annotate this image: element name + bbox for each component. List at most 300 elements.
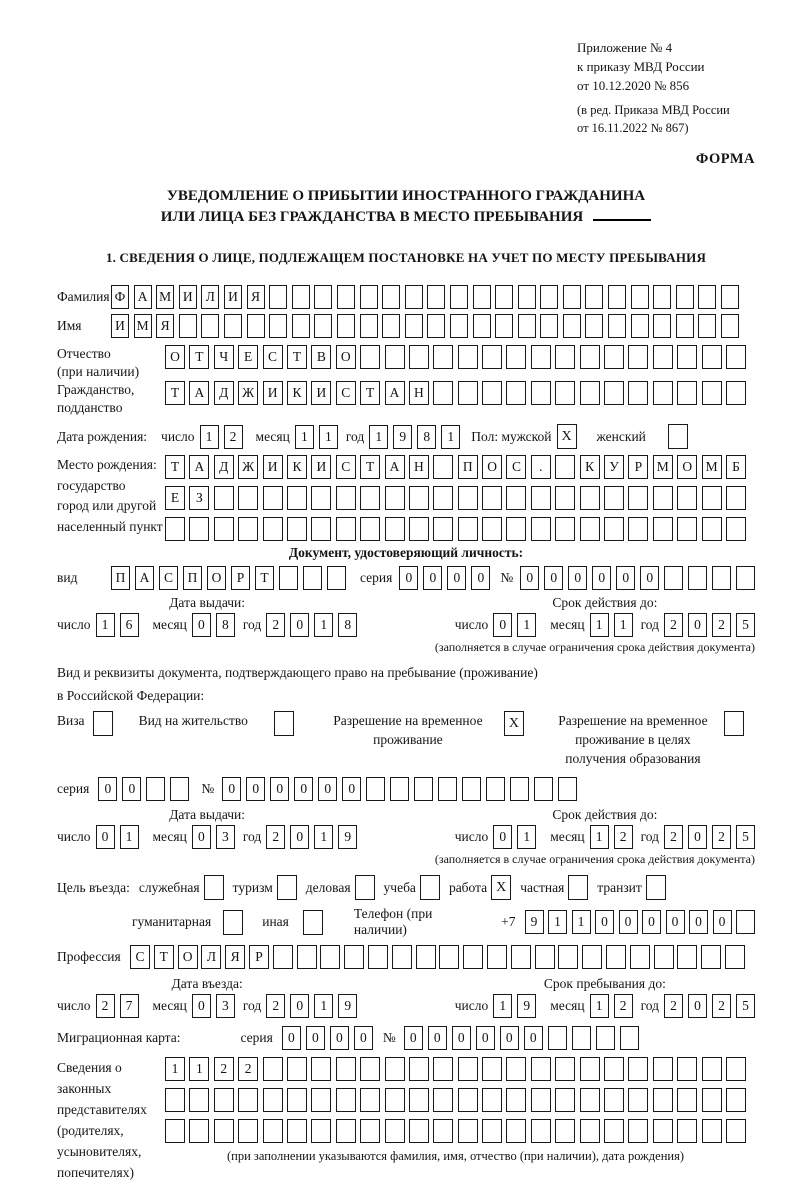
char-cell[interactable]: 1: [572, 910, 591, 934]
char-cell[interactable]: [653, 1088, 673, 1112]
char-cell[interactable]: [337, 314, 355, 338]
char-cell[interactable]: 1: [189, 1057, 209, 1081]
purpose-checkbox[interactable]: [646, 875, 666, 900]
char-cell[interactable]: [676, 314, 694, 338]
char-cell[interactable]: О: [165, 345, 185, 369]
char-cell[interactable]: 0: [592, 566, 611, 590]
char-cell[interactable]: О: [482, 455, 502, 479]
char-cell[interactable]: [555, 455, 575, 479]
char-cell[interactable]: 2: [664, 613, 683, 637]
char-cell[interactable]: 0: [688, 825, 707, 849]
char-cell[interactable]: [458, 1088, 478, 1112]
char-cell[interactable]: 0: [246, 777, 265, 801]
char-cell[interactable]: П: [111, 566, 130, 590]
char-cell[interactable]: 1: [120, 825, 139, 849]
char-cell[interactable]: [263, 1088, 283, 1112]
char-cell[interactable]: [482, 1119, 502, 1143]
char-cell[interactable]: [366, 777, 385, 801]
char-cell[interactable]: 1: [517, 613, 536, 637]
char-cell[interactable]: [405, 314, 423, 338]
char-cell[interactable]: [555, 1088, 575, 1112]
char-cell[interactable]: 0: [500, 1026, 519, 1050]
char-cell[interactable]: 0: [282, 1026, 301, 1050]
char-cell[interactable]: [385, 1119, 405, 1143]
char-cell[interactable]: [263, 486, 283, 510]
char-cell[interactable]: И: [311, 381, 331, 405]
char-cell[interactable]: [604, 1119, 624, 1143]
char-cell[interactable]: 2: [214, 1057, 234, 1081]
char-cell[interactable]: [458, 1119, 478, 1143]
char-cell[interactable]: [653, 1119, 673, 1143]
char-cell[interactable]: [604, 1057, 624, 1081]
char-cell[interactable]: [580, 1088, 600, 1112]
char-cell[interactable]: [450, 285, 468, 309]
char-cell[interactable]: [653, 517, 673, 541]
char-cell[interactable]: 1: [96, 613, 115, 637]
char-cell[interactable]: [506, 517, 526, 541]
char-cell[interactable]: [433, 1088, 453, 1112]
char-cell[interactable]: [726, 486, 746, 510]
char-cell[interactable]: [628, 486, 648, 510]
char-cell[interactable]: Л: [201, 285, 219, 309]
char-cell[interactable]: Я: [225, 945, 245, 969]
char-cell[interactable]: [534, 777, 553, 801]
char-cell[interactable]: [653, 285, 671, 309]
char-cell[interactable]: [360, 345, 380, 369]
char-cell[interactable]: [726, 1088, 746, 1112]
char-cell[interactable]: [292, 314, 310, 338]
char-cell[interactable]: [487, 945, 507, 969]
char-cell[interactable]: 1: [590, 613, 609, 637]
char-cell[interactable]: [165, 1088, 185, 1112]
char-cell[interactable]: [238, 486, 258, 510]
char-cell[interactable]: [702, 1057, 722, 1081]
char-cell[interactable]: [433, 455, 453, 479]
char-cell[interactable]: [486, 777, 505, 801]
char-cell[interactable]: [677, 945, 697, 969]
char-cell[interactable]: [555, 486, 575, 510]
char-cell[interactable]: [531, 486, 551, 510]
char-cell[interactable]: У: [604, 455, 624, 479]
char-cell[interactable]: [506, 486, 526, 510]
char-cell[interactable]: 8: [338, 613, 357, 637]
char-cell[interactable]: [580, 486, 600, 510]
char-cell[interactable]: 2: [664, 994, 683, 1018]
char-cell[interactable]: 0: [342, 777, 361, 801]
char-cell[interactable]: 0: [122, 777, 141, 801]
char-cell[interactable]: 2: [266, 994, 285, 1018]
char-cell[interactable]: [580, 517, 600, 541]
char-cell[interactable]: [628, 381, 648, 405]
char-cell[interactable]: [405, 285, 423, 309]
char-cell[interactable]: [287, 1088, 307, 1112]
char-cell[interactable]: 0: [666, 910, 685, 934]
char-cell[interactable]: 0: [493, 825, 512, 849]
char-cell[interactable]: [392, 945, 412, 969]
char-cell[interactable]: 0: [222, 777, 241, 801]
char-cell[interactable]: А: [134, 285, 152, 309]
char-cell[interactable]: [287, 486, 307, 510]
char-cell[interactable]: [482, 486, 502, 510]
char-cell[interactable]: 0: [568, 566, 587, 590]
char-cell[interactable]: Р: [249, 945, 269, 969]
char-cell[interactable]: [631, 285, 649, 309]
char-cell[interactable]: [726, 1057, 746, 1081]
char-cell[interactable]: [238, 517, 258, 541]
char-cell[interactable]: [170, 777, 189, 801]
char-cell[interactable]: [390, 777, 409, 801]
char-cell[interactable]: А: [385, 455, 405, 479]
char-cell[interactable]: П: [458, 455, 478, 479]
char-cell[interactable]: [555, 1057, 575, 1081]
char-cell[interactable]: [336, 1057, 356, 1081]
char-cell[interactable]: Т: [165, 455, 185, 479]
char-cell[interactable]: [344, 945, 364, 969]
male-checkbox[interactable]: X: [557, 424, 577, 449]
char-cell[interactable]: С: [336, 381, 356, 405]
visa-checkbox[interactable]: [93, 711, 113, 736]
char-cell[interactable]: [608, 285, 626, 309]
char-cell[interactable]: 1: [590, 994, 609, 1018]
char-cell[interactable]: [535, 945, 555, 969]
char-cell[interactable]: [736, 566, 755, 590]
char-cell[interactable]: [214, 486, 234, 510]
char-cell[interactable]: [458, 1057, 478, 1081]
char-cell[interactable]: [473, 314, 491, 338]
char-cell[interactable]: [179, 314, 197, 338]
char-cell[interactable]: [462, 777, 481, 801]
char-cell[interactable]: [189, 1088, 209, 1112]
char-cell[interactable]: А: [135, 566, 154, 590]
char-cell[interactable]: [676, 285, 694, 309]
char-cell[interactable]: [385, 517, 405, 541]
char-cell[interactable]: [314, 314, 332, 338]
char-cell[interactable]: 2: [614, 825, 633, 849]
char-cell[interactable]: О: [336, 345, 356, 369]
char-cell[interactable]: 0: [404, 1026, 423, 1050]
char-cell[interactable]: [311, 517, 331, 541]
char-cell[interactable]: 0: [290, 613, 309, 637]
char-cell[interactable]: [531, 345, 551, 369]
char-cell[interactable]: 9: [338, 825, 357, 849]
char-cell[interactable]: 2: [712, 613, 731, 637]
char-cell[interactable]: [506, 1088, 526, 1112]
char-cell[interactable]: [548, 1026, 567, 1050]
char-cell[interactable]: 9: [393, 425, 412, 449]
char-cell[interactable]: [677, 345, 697, 369]
char-cell[interactable]: Д: [214, 381, 234, 405]
char-cell[interactable]: [311, 1119, 331, 1143]
char-cell[interactable]: 0: [689, 910, 708, 934]
char-cell[interactable]: [409, 1057, 429, 1081]
char-cell[interactable]: В: [311, 345, 331, 369]
char-cell[interactable]: С: [263, 345, 283, 369]
char-cell[interactable]: А: [385, 381, 405, 405]
char-cell[interactable]: [482, 517, 502, 541]
char-cell[interactable]: [736, 910, 755, 934]
char-cell[interactable]: [677, 1119, 697, 1143]
char-cell[interactable]: [311, 486, 331, 510]
char-cell[interactable]: [698, 285, 716, 309]
purpose-checkbox[interactable]: [277, 875, 297, 900]
char-cell[interactable]: 0: [98, 777, 117, 801]
char-cell[interactable]: З: [189, 486, 209, 510]
char-cell[interactable]: [702, 486, 722, 510]
char-cell[interactable]: Т: [154, 945, 174, 969]
char-cell[interactable]: 9: [525, 910, 544, 934]
char-cell[interactable]: 0: [471, 566, 490, 590]
char-cell[interactable]: [409, 345, 429, 369]
char-cell[interactable]: [721, 314, 739, 338]
char-cell[interactable]: [433, 1057, 453, 1081]
char-cell[interactable]: [360, 285, 378, 309]
char-cell[interactable]: [165, 517, 185, 541]
char-cell[interactable]: 1: [314, 825, 333, 849]
temp-residence-checkbox[interactable]: X: [504, 711, 524, 736]
char-cell[interactable]: [433, 517, 453, 541]
char-cell[interactable]: Ф: [111, 285, 129, 309]
char-cell[interactable]: [572, 1026, 591, 1050]
char-cell[interactable]: [506, 1119, 526, 1143]
purpose-checkbox[interactable]: X: [491, 875, 511, 900]
char-cell[interactable]: [518, 314, 536, 338]
char-cell[interactable]: [726, 517, 746, 541]
char-cell[interactable]: Е: [165, 486, 185, 510]
char-cell[interactable]: Б: [726, 455, 746, 479]
char-cell[interactable]: [555, 1119, 575, 1143]
purpose-checkbox[interactable]: [568, 875, 588, 900]
char-cell[interactable]: Ч: [214, 345, 234, 369]
char-cell[interactable]: Р: [628, 455, 648, 479]
char-cell[interactable]: [189, 517, 209, 541]
char-cell[interactable]: 0: [399, 566, 418, 590]
char-cell[interactable]: [712, 566, 731, 590]
char-cell[interactable]: [630, 945, 650, 969]
char-cell[interactable]: О: [178, 945, 198, 969]
char-cell[interactable]: [382, 285, 400, 309]
char-cell[interactable]: [360, 1057, 380, 1081]
char-cell[interactable]: [314, 285, 332, 309]
char-cell[interactable]: [702, 1088, 722, 1112]
char-cell[interactable]: 1: [314, 994, 333, 1018]
char-cell[interactable]: [360, 1088, 380, 1112]
char-cell[interactable]: [631, 314, 649, 338]
char-cell[interactable]: [604, 345, 624, 369]
char-cell[interactable]: 0: [640, 566, 659, 590]
char-cell[interactable]: [409, 517, 429, 541]
char-cell[interactable]: [725, 945, 745, 969]
char-cell[interactable]: [224, 314, 242, 338]
char-cell[interactable]: [620, 1026, 639, 1050]
purpose-checkbox[interactable]: [303, 910, 323, 935]
char-cell[interactable]: [287, 1057, 307, 1081]
char-cell[interactable]: [238, 1119, 258, 1143]
char-cell[interactable]: [510, 777, 529, 801]
char-cell[interactable]: 1: [319, 425, 338, 449]
char-cell[interactable]: 0: [447, 566, 466, 590]
char-cell[interactable]: [311, 1088, 331, 1112]
char-cell[interactable]: [439, 945, 459, 969]
char-cell[interactable]: 0: [688, 613, 707, 637]
char-cell[interactable]: [263, 1119, 283, 1143]
char-cell[interactable]: 0: [423, 566, 442, 590]
char-cell[interactable]: [664, 566, 683, 590]
char-cell[interactable]: [385, 1057, 405, 1081]
char-cell[interactable]: [726, 1119, 746, 1143]
char-cell[interactable]: [582, 945, 602, 969]
char-cell[interactable]: [604, 486, 624, 510]
char-cell[interactable]: С: [159, 566, 178, 590]
char-cell[interactable]: [433, 486, 453, 510]
char-cell[interactable]: .: [531, 455, 551, 479]
char-cell[interactable]: [555, 345, 575, 369]
char-cell[interactable]: Т: [189, 345, 209, 369]
char-cell[interactable]: [654, 945, 674, 969]
char-cell[interactable]: 5: [736, 825, 755, 849]
char-cell[interactable]: [677, 486, 697, 510]
char-cell[interactable]: 0: [642, 910, 661, 934]
char-cell[interactable]: [628, 1119, 648, 1143]
char-cell[interactable]: 6: [120, 613, 139, 637]
char-cell[interactable]: 1: [200, 425, 219, 449]
char-cell[interactable]: 9: [517, 994, 536, 1018]
char-cell[interactable]: 8: [216, 613, 235, 637]
char-cell[interactable]: [327, 566, 346, 590]
char-cell[interactable]: 2: [614, 994, 633, 1018]
char-cell[interactable]: [336, 1119, 356, 1143]
char-cell[interactable]: Т: [360, 381, 380, 405]
char-cell[interactable]: Р: [231, 566, 250, 590]
char-cell[interactable]: [688, 566, 707, 590]
char-cell[interactable]: 0: [330, 1026, 349, 1050]
char-cell[interactable]: [433, 1119, 453, 1143]
char-cell[interactable]: [433, 381, 453, 405]
char-cell[interactable]: А: [189, 381, 209, 405]
char-cell[interactable]: 2: [712, 825, 731, 849]
char-cell[interactable]: Е: [238, 345, 258, 369]
char-cell[interactable]: М: [156, 285, 174, 309]
char-cell[interactable]: [473, 285, 491, 309]
purpose-checkbox[interactable]: [420, 875, 440, 900]
char-cell[interactable]: 2: [664, 825, 683, 849]
char-cell[interactable]: 0: [520, 566, 539, 590]
char-cell[interactable]: И: [311, 455, 331, 479]
char-cell[interactable]: 2: [96, 994, 115, 1018]
char-cell[interactable]: Т: [360, 455, 380, 479]
char-cell[interactable]: [273, 945, 293, 969]
char-cell[interactable]: [463, 945, 483, 969]
char-cell[interactable]: 9: [338, 994, 357, 1018]
char-cell[interactable]: [606, 945, 626, 969]
char-cell[interactable]: Т: [255, 566, 274, 590]
purpose-checkbox[interactable]: [355, 875, 375, 900]
char-cell[interactable]: [385, 1088, 405, 1112]
char-cell[interactable]: 3: [216, 994, 235, 1018]
char-cell[interactable]: [653, 314, 671, 338]
residence-permit-checkbox[interactable]: [274, 711, 294, 736]
char-cell[interactable]: [677, 1088, 697, 1112]
char-cell[interactable]: [726, 345, 746, 369]
char-cell[interactable]: [531, 1057, 551, 1081]
char-cell[interactable]: [458, 381, 478, 405]
char-cell[interactable]: А: [189, 455, 209, 479]
char-cell[interactable]: [269, 285, 287, 309]
char-cell[interactable]: 0: [192, 613, 211, 637]
char-cell[interactable]: [495, 314, 513, 338]
char-cell[interactable]: [531, 1119, 551, 1143]
char-cell[interactable]: 1: [165, 1057, 185, 1081]
char-cell[interactable]: [146, 777, 165, 801]
char-cell[interactable]: 2: [224, 425, 243, 449]
purpose-checkbox[interactable]: [204, 875, 224, 900]
char-cell[interactable]: 0: [616, 566, 635, 590]
char-cell[interactable]: И: [111, 314, 129, 338]
char-cell[interactable]: [604, 381, 624, 405]
char-cell[interactable]: 0: [595, 910, 614, 934]
char-cell[interactable]: 1: [548, 910, 567, 934]
char-cell[interactable]: [608, 314, 626, 338]
char-cell[interactable]: Л: [201, 945, 221, 969]
char-cell[interactable]: [360, 517, 380, 541]
char-cell[interactable]: 1: [314, 613, 333, 637]
char-cell[interactable]: [628, 517, 648, 541]
char-cell[interactable]: 1: [295, 425, 314, 449]
char-cell[interactable]: М: [653, 455, 673, 479]
char-cell[interactable]: С: [336, 455, 356, 479]
char-cell[interactable]: Я: [156, 314, 174, 338]
char-cell[interactable]: [580, 381, 600, 405]
char-cell[interactable]: [563, 314, 581, 338]
char-cell[interactable]: 0: [270, 777, 289, 801]
char-cell[interactable]: 0: [290, 825, 309, 849]
char-cell[interactable]: 0: [688, 994, 707, 1018]
char-cell[interactable]: 0: [192, 825, 211, 849]
char-cell[interactable]: [721, 285, 739, 309]
char-cell[interactable]: [458, 517, 478, 541]
char-cell[interactable]: [518, 285, 536, 309]
char-cell[interactable]: 2: [238, 1057, 258, 1081]
char-cell[interactable]: 0: [192, 994, 211, 1018]
char-cell[interactable]: [360, 486, 380, 510]
char-cell[interactable]: 0: [493, 613, 512, 637]
char-cell[interactable]: [580, 1119, 600, 1143]
char-cell[interactable]: 7: [120, 994, 139, 1018]
char-cell[interactable]: Я: [247, 285, 265, 309]
char-cell[interactable]: Ж: [238, 455, 258, 479]
char-cell[interactable]: Ж: [238, 381, 258, 405]
char-cell[interactable]: [596, 1026, 615, 1050]
char-cell[interactable]: [385, 345, 405, 369]
char-cell[interactable]: [702, 381, 722, 405]
char-cell[interactable]: [263, 517, 283, 541]
char-cell[interactable]: С: [506, 455, 526, 479]
char-cell[interactable]: [368, 945, 388, 969]
char-cell[interactable]: [279, 566, 298, 590]
char-cell[interactable]: [438, 777, 457, 801]
char-cell[interactable]: [414, 777, 433, 801]
char-cell[interactable]: [336, 1088, 356, 1112]
char-cell[interactable]: [303, 566, 322, 590]
char-cell[interactable]: [585, 285, 603, 309]
char-cell[interactable]: [702, 345, 722, 369]
char-cell[interactable]: 8: [417, 425, 436, 449]
char-cell[interactable]: Н: [409, 381, 429, 405]
purpose-checkbox[interactable]: [223, 910, 243, 935]
char-cell[interactable]: [482, 345, 502, 369]
char-cell[interactable]: [677, 517, 697, 541]
char-cell[interactable]: И: [263, 381, 283, 405]
char-cell[interactable]: [409, 486, 429, 510]
